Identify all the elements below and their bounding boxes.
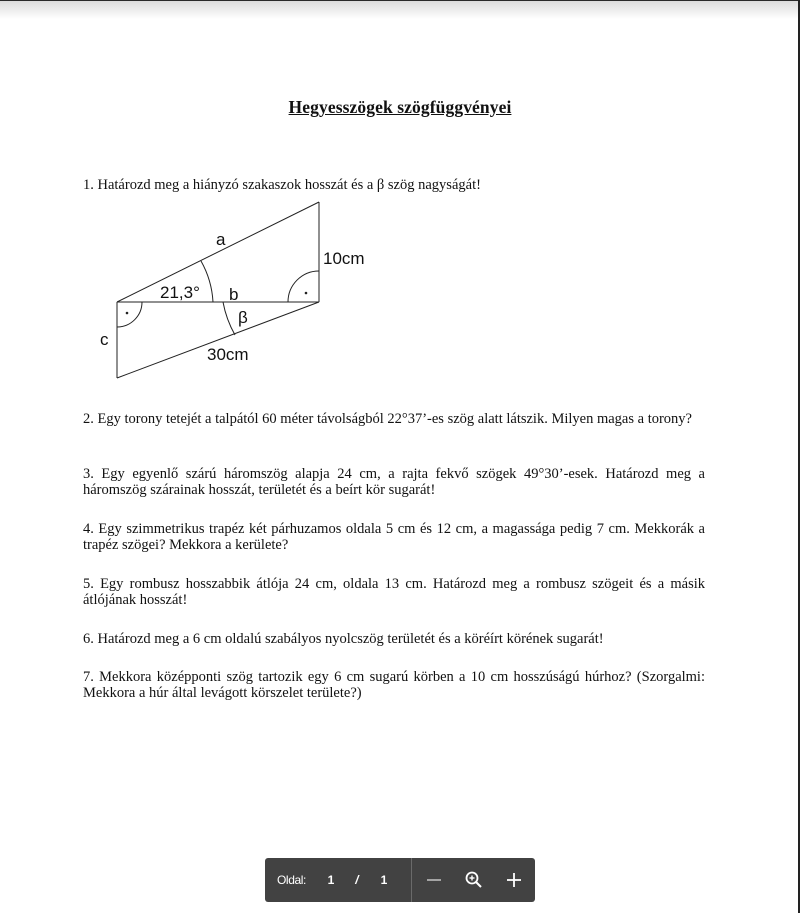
question-1: 1. Határozd meg a hiányzó szakaszok hosszát és a β szög nagyságát! bbox=[83, 177, 481, 193]
question-2: 2. Egy torony tetejét a talpától 60 méter távolságból 22°37’-es szög alatt látszik. Milyen magas a torony? bbox=[83, 411, 692, 427]
label-10cm: 10cm bbox=[323, 249, 365, 268]
label-a: a bbox=[216, 230, 226, 249]
label-b: b bbox=[229, 285, 239, 304]
zoom-reset-button[interactable] bbox=[454, 858, 494, 902]
label-angle: 21,3° bbox=[160, 283, 200, 302]
zoom-in-button[interactable] bbox=[494, 858, 534, 902]
current-page-input[interactable]: 1 bbox=[327, 873, 335, 887]
question-6: 6. Határozd meg a 6 cm oldalú szabályos nyolcszög területét és a köréírt körének sugarát! bbox=[83, 631, 604, 647]
page-separator: / bbox=[355, 873, 359, 887]
scrollbar-edge bbox=[798, 0, 800, 913]
page-title: Hegyesszögek szögfüggvényei bbox=[288, 97, 512, 117]
minus-icon bbox=[426, 872, 442, 888]
top-shadow bbox=[0, 0, 800, 19]
plus-icon bbox=[506, 872, 522, 888]
label-c: c bbox=[100, 330, 109, 349]
side-a-line bbox=[117, 202, 319, 302]
toolbar-divider bbox=[411, 858, 412, 902]
question-4: 4. Egy szimmetrikus trapéz két párhuzamos oldala 5 cm és 12 cm, a magassága pedig 7 cm. Mekkorák a trapéz szögei? Mekkora a kerülete? bbox=[83, 521, 705, 553]
question-5: 5. Egy rombusz hosszabbik átlója 24 cm, oldala 13 cm. Határozd meg a rombusz szögeit és a másik átlójának hosszát! bbox=[83, 576, 705, 608]
question-3: 3. Egy egyenlő szárú háromszög alapja 24 cm, a rajta fekvő szögek 49°30’-esek. Határozd meg a háromszög szárainak hosszát, területét és a beírt kör sugarát! bbox=[83, 466, 705, 498]
label-beta: β bbox=[238, 308, 248, 327]
total-pages: 1 bbox=[380, 873, 388, 887]
pdf-toolbar bbox=[265, 858, 535, 902]
zoom-out-button[interactable] bbox=[414, 858, 454, 902]
page-label: Oldal: bbox=[277, 873, 306, 887]
question-7: 7. Mekkora középponti szög tartozik egy 6 cm sugarú körben a 10 cm hosszúságú húrhoz? (Szorgalmi: Mekkora a húr által levágott körszelet területe?) bbox=[83, 669, 705, 701]
geometry-diagram bbox=[90, 195, 390, 390]
label-30cm: 30cm bbox=[207, 345, 249, 364]
page-indicator bbox=[265, 858, 411, 902]
side-30cm-line bbox=[117, 302, 319, 378]
right-angle-dot-icon bbox=[126, 312, 129, 315]
right-angle-dot-icon bbox=[305, 292, 308, 295]
zoom-icon bbox=[465, 871, 483, 889]
